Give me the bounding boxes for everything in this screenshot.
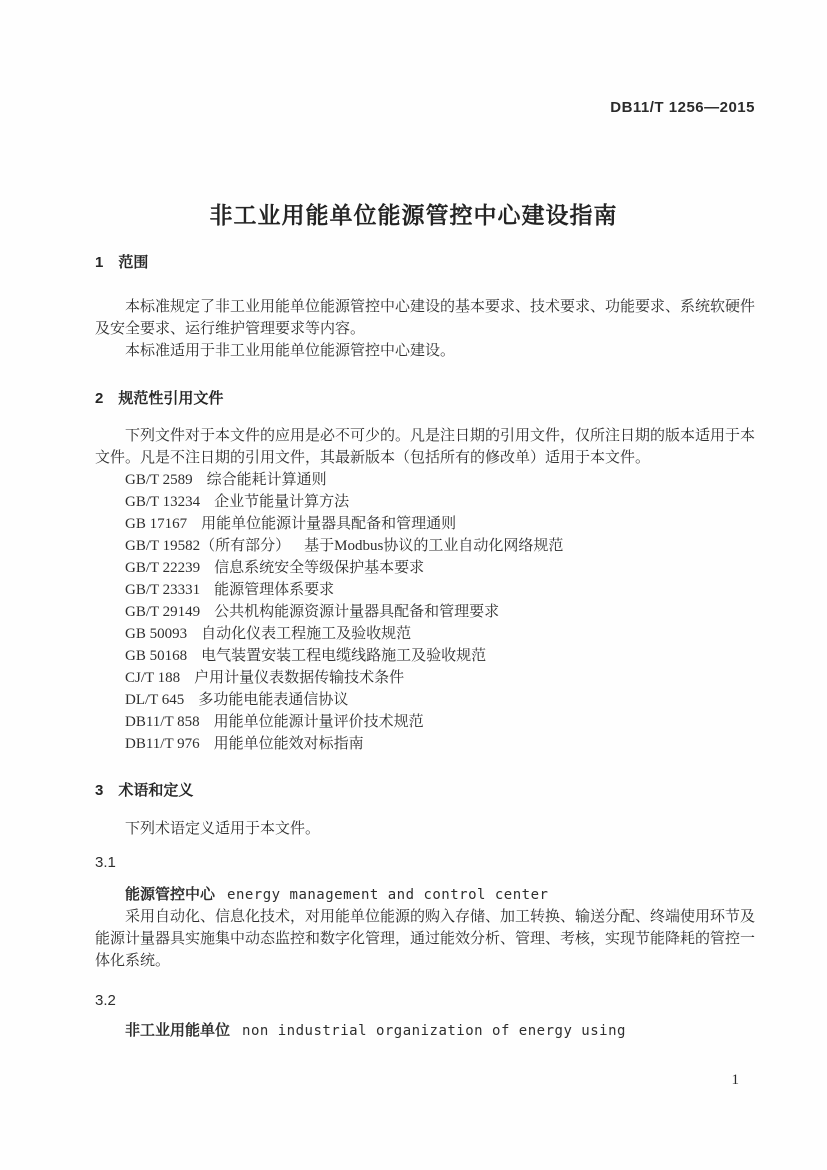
reference-code: GB/T 13234 (125, 494, 201, 510)
term-chinese: 能源管控中心 (125, 886, 216, 903)
reference-code: GB/T 22239 (125, 560, 201, 576)
reference-code: DB11/T 976 (125, 736, 200, 752)
reference-item (125, 667, 757, 689)
reference-code: GB/T 29149 (125, 604, 201, 620)
document-title: 非工业用能单位能源管控中心建设指南 (209, 202, 618, 229)
reference-title: 用能单位能源计量评价技术规范 (213, 714, 424, 730)
references-intro: 下列文件对于本文件的应用是必不可少的。凡是注日期的引用文件，仅所注日期的版本适用于本文件。凡是不注日期的引用文件，其最新版本（包括所有的修改单）适用于本文件。 (95, 428, 756, 466)
reference-title: 基于Modbus协议的工业自动化网络规范 (304, 538, 564, 554)
standard-code-header: DB11/T 1256—2015 (610, 99, 755, 116)
reference-code: GB 50093 (125, 626, 188, 642)
section-number: 3 (95, 782, 104, 799)
reference-code: GB 17167 (125, 516, 188, 532)
reference-list (95, 469, 757, 755)
section-title: 范围 (118, 254, 149, 271)
term-id-3-2: 3.2 (95, 992, 116, 1009)
scope-paragraph-1: 本标准规定了非工业用能单位能源管控中心建设的基本要求、技术要求、功能要求、系统软硬件及安全要求、运行维护管理要求等内容。 (95, 299, 756, 337)
reference-title: 信息系统安全等级保护基本要求 (214, 560, 425, 576)
reference-code: GB/T 2589 (125, 472, 193, 488)
term-id-3-1: 3.1 (95, 854, 116, 871)
terms-intro: 下列术语定义适用于本文件。 (125, 821, 321, 837)
term-english: non industrial organization of energy using (242, 1023, 626, 1039)
section-heading-terms (95, 780, 757, 802)
reference-item (125, 579, 757, 601)
reference-title: 用能单位能源计量器具配备和管理通则 (201, 516, 457, 532)
reference-code: GB/T 23331 (125, 582, 201, 598)
reference-item (125, 733, 757, 755)
reference-item (125, 557, 757, 579)
reference-item (125, 623, 757, 645)
reference-code: CJ/T 188 (125, 670, 181, 686)
document-body (95, 252, 757, 1042)
reference-item (125, 711, 757, 733)
section-number: 2 (95, 390, 104, 407)
reference-title: 用能单位能效对标指南 (213, 736, 364, 752)
section-title: 规范性引用文件 (118, 390, 224, 407)
section-heading-scope (95, 252, 757, 274)
term-english: energy management and control center (227, 887, 549, 903)
term-chinese: 非工业用能单位 (125, 1022, 231, 1039)
reference-code: GB/T 19582（所有部分） (125, 538, 291, 554)
reference-item (125, 469, 757, 491)
reference-item (125, 645, 757, 667)
reference-title: 能源管理体系要求 (214, 582, 335, 598)
term-definition-3-1: 采用自动化、信息化技术，对用能单位能源的购入存储、加工转换、输送分配、终端使用环节及能源计量器具实施集中动态监控和数字化管理，通过能效分析、管理、考核，实现节能降耗的管控一体化系统。 (95, 909, 756, 969)
reference-item (125, 535, 757, 557)
section-number: 1 (95, 254, 104, 271)
reference-item (125, 689, 757, 711)
reference-title: 户用计量仪表数据传输技术条件 (194, 670, 405, 686)
reference-title: 公共机构能源资源计量器具配备和管理要求 (214, 604, 500, 620)
term-entry-3-1 (95, 884, 757, 906)
page-number: 1 (731, 1072, 739, 1088)
reference-item (125, 491, 757, 513)
reference-code: DB11/T 858 (125, 714, 200, 730)
reference-title: 电气装置安装工程电缆线路施工及验收规范 (201, 648, 487, 664)
section-title: 术语和定义 (118, 782, 194, 799)
reference-title: 自动化仪表工程施工及验收规范 (201, 626, 412, 642)
section-heading-references (95, 388, 757, 410)
reference-item (125, 513, 757, 535)
reference-item (125, 601, 757, 623)
scope-paragraph-2: 本标准适用于非工业用能单位能源管控中心建设。 (125, 343, 456, 359)
reference-title: 企业节能量计算方法 (214, 494, 350, 510)
reference-code: GB 50168 (125, 648, 188, 664)
reference-title: 综合能耗计算通则 (206, 472, 327, 488)
reference-code: DL/T 645 (125, 692, 185, 708)
reference-title: 多功能电能表通信协议 (198, 692, 349, 708)
term-entry-3-2 (95, 1020, 757, 1042)
